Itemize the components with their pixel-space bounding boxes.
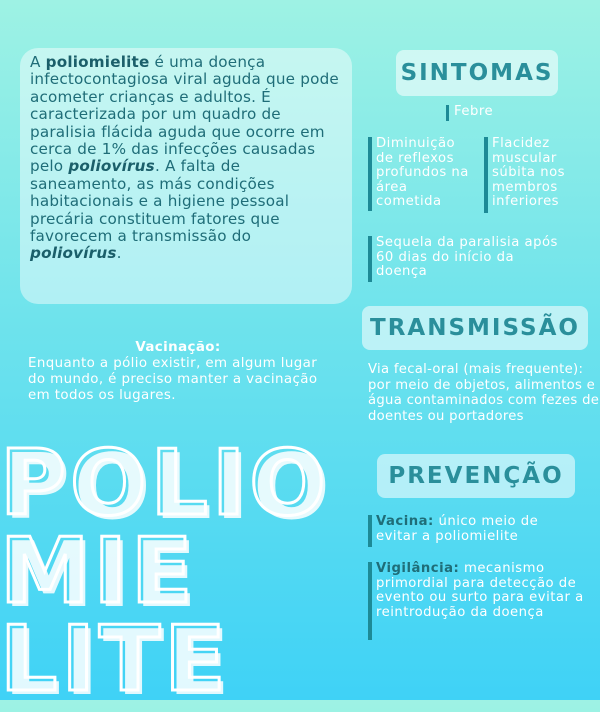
symptom-reflexos: Diminuição de reflexos profundos na área cometida: [368, 137, 472, 211]
prevention-vacina-text: único meio de evitar a poliomielite: [376, 514, 539, 544]
intro-text-3: . A falta de saneamento, as más condições habitacionais e a higiene pessoal precária constituem fatores que favorecem a transmissão do: [30, 157, 290, 246]
symptom-sequela: Sequela da paralisia após 60 dias do início da doença: [368, 236, 568, 282]
big-title-line-1: POLIO: [0, 431, 330, 536]
intro-virus-1: poliovírus: [68, 157, 155, 176]
vaccination-title: Vacinação:: [135, 340, 221, 355]
sintomas-heading: SINTOMAS: [396, 50, 558, 96]
intro-virus-2: poliovírus: [30, 244, 117, 263]
vaccination-block: [28, 340, 328, 404]
big-title: [0, 431, 330, 712]
intro-paragraph: [30, 54, 342, 263]
prevention-vigilancia-text: mecanismo primordial para detecção de evento ou surto para evitar a reintrodução da doença: [376, 561, 584, 620]
big-title-line-2: MIE: [0, 519, 197, 624]
vaccination-text: Enquanto a pólio existir, em algum lugar do mundo, é preciso manter a vacinação em todos os lugares.: [28, 356, 318, 403]
transmissao-text: Via fecal-oral (mais frequente): por meio de objetos, alimentos e água contaminados com fezes de doentes ou portadores: [368, 362, 600, 424]
transmissao-heading: TRANSMISSÃO: [362, 306, 588, 350]
big-title-line-3: LITE: [0, 607, 230, 712]
prevencao-heading: PREVENÇÃO: [377, 454, 575, 498]
intro-text-1: A: [30, 53, 46, 71]
prevention-vigilancia-label: Vigilância:: [376, 561, 460, 576]
intro-text-2: é uma doença infectocontagiosa viral aguda que pode acometer crianças e adultos. É caracterizada por um quadro de paralisia flácida aguda que ocorre em cerca de 1% das infecções causadas pelo: [30, 53, 339, 176]
prevention-vacina-label: Vacina:: [376, 514, 434, 529]
intro-panel: [20, 48, 352, 304]
intro-text-4: .: [116, 244, 122, 263]
prevention-vacina: [368, 515, 568, 547]
prevention-vigilancia: [368, 562, 590, 640]
symptom-febre: Febre: [446, 105, 493, 121]
symptom-flacidez: Flacidez muscular súbita nos membros inferiores: [484, 137, 586, 213]
intro-term: poliomielite: [45, 53, 150, 71]
